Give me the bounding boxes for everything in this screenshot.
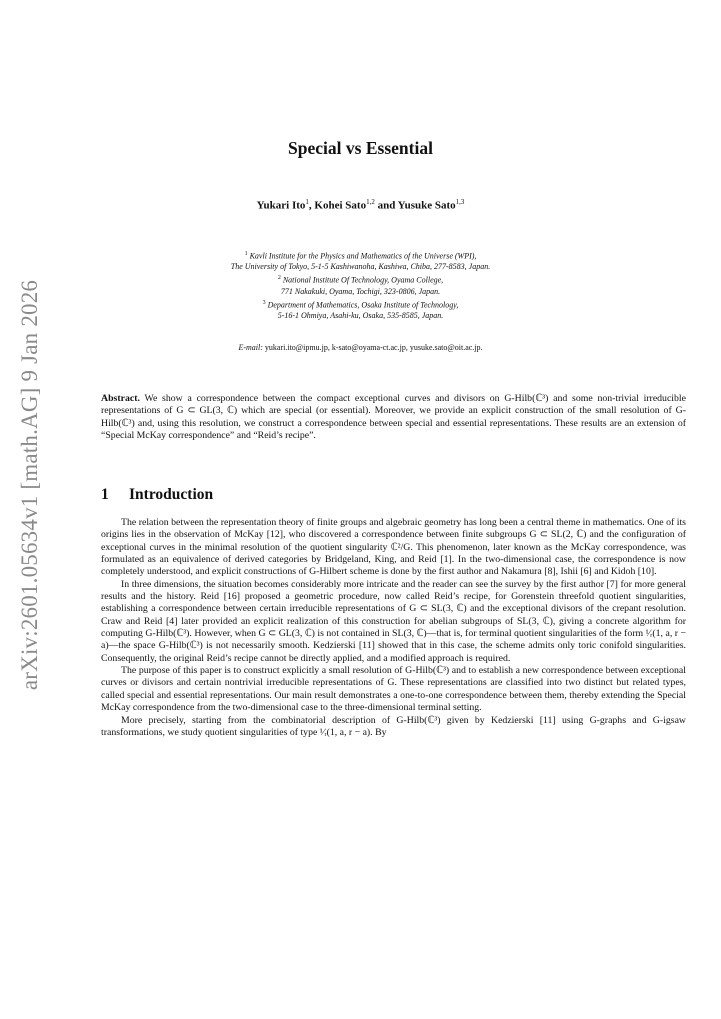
affiliation-line: $^1$ Kavli Institute for the Physics and Mathematics of the Universe (WPI), [244,251,477,261]
author-affiliation-mark: 1,2 [366,198,375,206]
email-addresses: yukari.ito@ipmu.jp, k-sato@oyama-ct.ac.jp, yusuke.sato@oit.ac.jp. [262,343,483,352]
author-separator: and [374,199,398,212]
abstract [101,393,686,443]
abstract-text: We show a correspondence between the compact exceptional curves and divisors on G-Hilb(ℂ³) and some non-trivial irreducible representations of G ⊂ GL(3, ℂ) which are special (or essential). Moreover, we provide an explicit construction of the small resolution of G-Hilb(ℂ³) and, using this resolution, we construct a correspondence between special and essential representations. These results are an extension of “Special McKay correspondence” and “Reid’s recipe”. [101,393,686,442]
paragraph: In three dimensions, the situation becomes considerably more intricate and the reader can see the survey by the first author [7] for more general results and the history. Reid [16] proposed a geometric procedure, now called Reid’s recipe, for Gorenstein threefold quotient singularities, establishing a correspondence between certain irreducible representations of G ⊂ SL(3, ℂ) and the exceptional divisors of the crepant resolution. Craw and Reid [4] later provided an explicit realization of this construction for abelian subgroups of SL(3, ℂ), giving a concrete algorithm for computing G-Hilb(ℂ³). However, when G ⊂ GL(3, ℂ) is not contained in SL(3, ℂ)—that is, for terminal quotient singularities of the form ¹⁄ᵣ(1, a, r − a)—the space G-Hilb(ℂ³) is not necessarily smooth. Kedzierski [11] showed that in this case, the scheme admits only toric conifold singularities. Consequently, the original Reid’s recipe cannot be directly applied, and a modified approach is required. [101,578,686,664]
author-name: Kohei Sato [314,199,367,212]
author-affiliation-mark: 1,3 [455,198,465,206]
email-line [0,343,721,352]
author-affiliation-mark: 1 [305,198,309,206]
affiliation-line: $^3$ Department of Mathematics, Osaka Institute of Technology, [262,299,459,310]
author-list [0,198,721,212]
paragraph: The relation between the representation theory of finite groups and algebraic geometry has long been a central theme in mathematics. One of its origins lies in the observation of McKay [12], who discovered a correspondence between finite subgroups G ⊂ SL(2, ℂ) and the configuration of exceptional curves in the minimal resolution of the quotient singularity ℂ²/G. This phenomenon, later known as the McKay correspondence, was formulated as an equivalence of derived categories by Bridgeland, King, and Reid [1]. In the two-dimensional case, the correspondence is now completely understood, and explicit constructions of G-Hilbert scheme is done by the first author and Nakamura [8], Ishii [6] and Kidoh [10]. [101,517,686,578]
author-name: Yusuke Sato [397,199,456,212]
affiliation-line: $^2$ National Institute Of Technology, Oyama College, [277,275,444,285]
paragraph: More precisely, starting from the combinatorial description of G-Hilb(ℂ³) given by Kedzierski [11] using G-graphs and G-igsaw transformations, we study quotient singularities of type ¹⁄ᵣ(1, a, r − a). By [101,714,686,738]
affiliation-line: 5-16-1 Ohmiya, Asahi-ku, Osaka, 535-8585, Japan. [277,310,444,320]
affiliation-line: The University of Tokyo, 5-1-5 Kashiwanoha, Kashiwa, Chiba, 277-8583, Japan. [230,262,491,272]
author-separator: , [308,199,315,212]
section-title: Introduction [129,486,214,503]
section-body [101,517,686,739]
affiliation-line: 771 Nakakuki, Oyama, Tochigi, 323-0806, Japan. [280,286,441,296]
section-heading [101,486,213,504]
paragraph: The purpose of this paper is to construct explicitly a small resolution of G-Hilb(ℂ³) and to establish a new correspondence between exceptional curves or divisors and certain nontrivial irreducible representations of G. These representations are classified into two distinct but related types, called special and essential representations. Our main result demonstrates a one-to-one correspondence between them, thereby extending the Special McKay correspondence from the two-dimensional case to the three-dimensional terminal setting. [101,665,686,714]
author-name: Yukari Ito [256,199,306,212]
email-label: E-mail: [238,343,263,352]
affiliations-block [0,249,721,322]
paper-title: Special vs Essential [288,138,433,158]
section-number: 1 [101,486,109,503]
abstract-label: Abstract. [101,393,140,404]
arxiv-identifier: arXiv:2601.05634v1 [math.AG] 9 Jan 2026 [17,279,42,691]
